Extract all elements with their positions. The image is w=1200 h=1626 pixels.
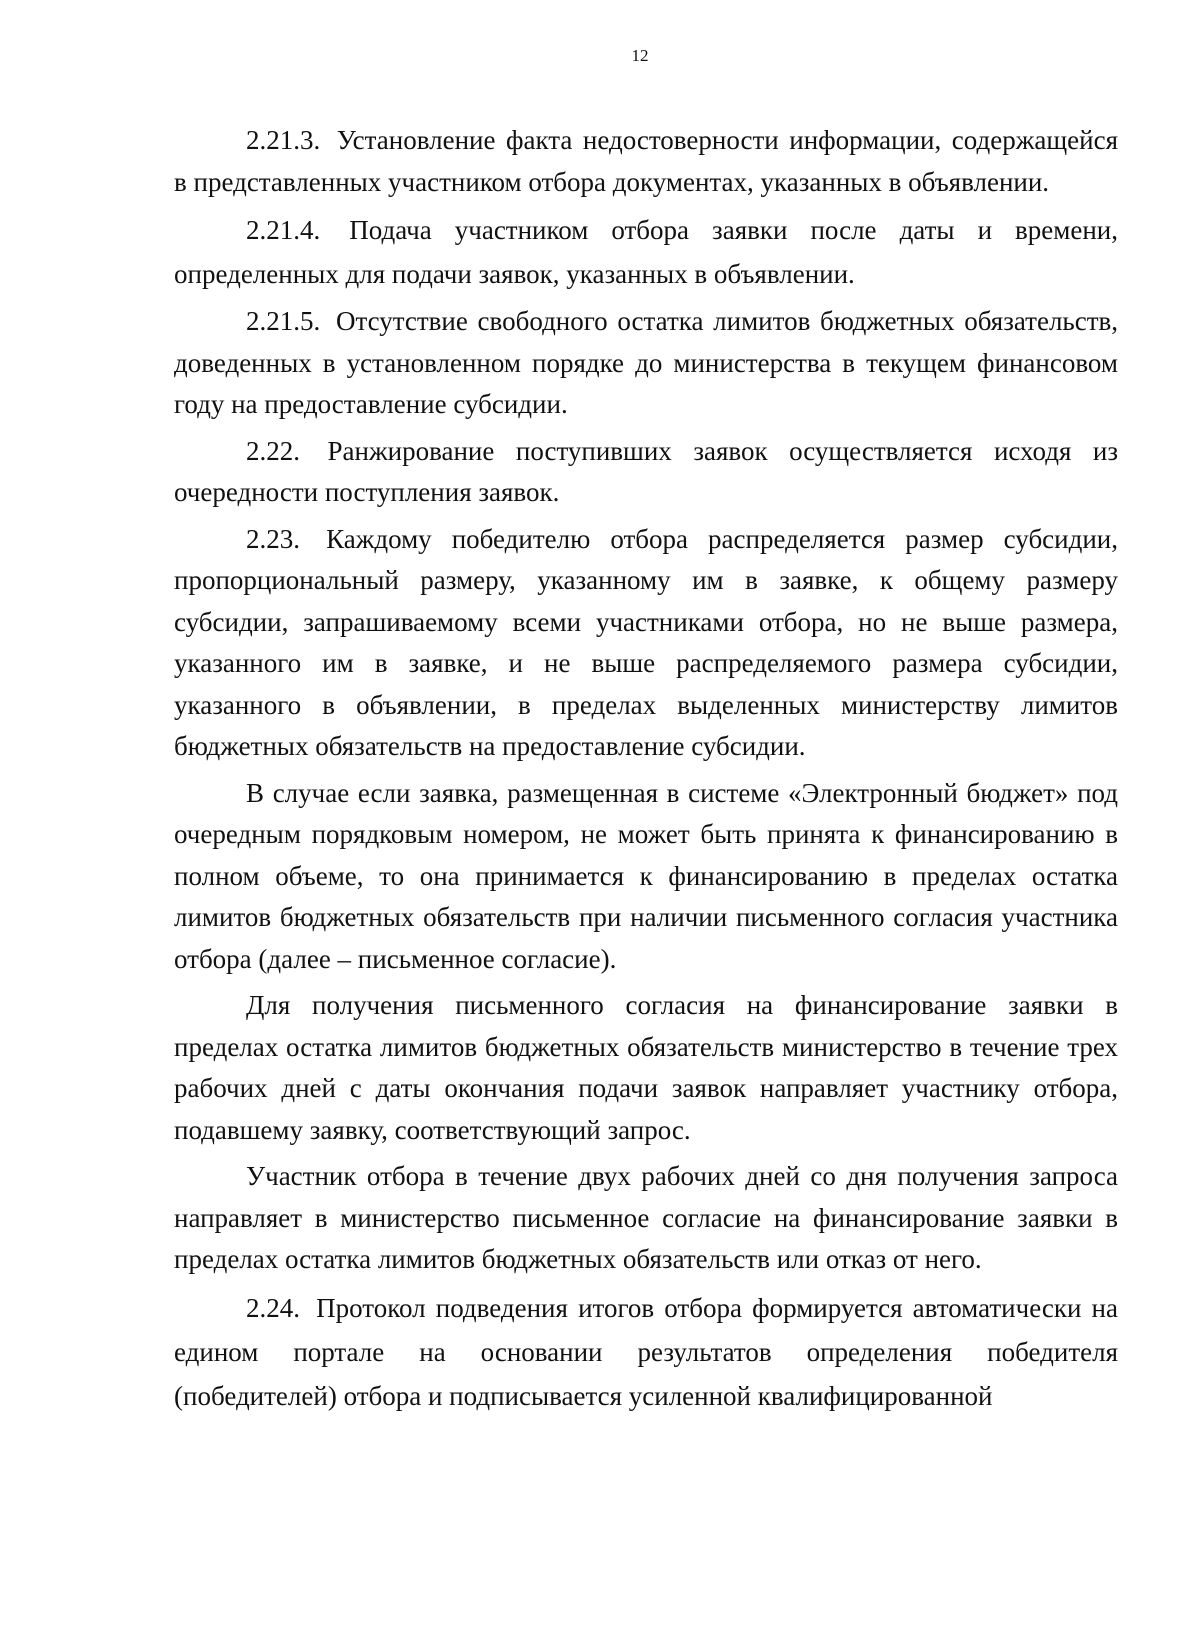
paragraph-written-consent-request <box>174 985 1118 1151</box>
paragraph-text: Подача участником отбора заявки после даты и времени, определенных для подачи заявок, указанных в объявлении. <box>174 215 1119 289</box>
paragraph-2-21-3 <box>174 120 1118 203</box>
paragraph-2-24 <box>174 1286 1118 1418</box>
paragraph-partial-funding <box>174 773 1118 981</box>
paragraph-text: Ранжирование поступивших заявок осуществляется исходя из очередности поступления заявок. <box>174 435 1119 507</box>
paragraph-participant-response <box>174 1156 1118 1281</box>
paragraph-text: Отсутствие свободного остатка лимитов бюджетных обязательств, доведенных в установленном порядке до министерства в текущем финансовом году на предоставление субсидии. <box>174 306 1119 419</box>
document-body <box>174 120 1118 1423</box>
paragraph-number: 2.21.5. <box>246 306 321 336</box>
paragraph-text: Для получения письменного согласия на финансирование заявки в пределах остатка лимитов бюджетных обязательств министерство в течение трех рабочих дней с даты окончания подачи заявок направляет участнику отбора, подавшему заявку, соответствующий запрос. <box>174 990 1118 1145</box>
paragraph-2-21-4 <box>174 208 1118 296</box>
paragraph-text: В случае если заявка, размещенная в системе «Электронный бюджет» под очередным порядковым номером, не может быть принята к финансированию в полном объеме, то она принимается к финансированию в пределах остатка лимитов бюджетных обязательств при наличии письменного согласия участника отбора (далее – письменное согласие). <box>174 777 1118 974</box>
paragraph-number: 2.23. <box>246 523 300 554</box>
paragraph-2-21-5 <box>174 301 1118 426</box>
paragraph-text: Установление факта недостоверности информации, содержащейся в представленных участником отбора документах, указанных в объявлении. <box>174 125 1118 197</box>
paragraph-number: 2.21.4. <box>246 215 321 245</box>
paragraph-2-23 <box>174 519 1118 768</box>
paragraph-number: 2.24. <box>246 1292 300 1323</box>
paragraph-text: Каждому победителю отбора распределяется размер субсидии, пропорциональный размеру, указанному им в заявке, к общему размеру субсидии, запрашиваемому всеми участниками отбора, но не выше размера, указанного им в заявке, и не выше распределяемого размера субсидии, указанного в объявлении, в пределах выделенных министерству лимитов бюджетных обязательств на предоставление субсидии. <box>174 523 1119 761</box>
paragraph-2-22 <box>174 431 1118 514</box>
paragraph-text: Протокол подведения итогов отбора формируется автоматически на едином портале на основании результатов определения победителя (победителей) отбора и подписывается усиленной квалифицированной <box>174 1292 1118 1411</box>
paragraph-text: Участник отбора в течение двух рабочих дней со дня получения запроса направляет в министерство письменное согласие на финансирование заявки в пределах остатка лимитов бюджетных обязательств или отказ от него. <box>174 1161 1118 1274</box>
paragraph-number: 2.22. <box>246 435 300 466</box>
paragraph-number: 2.21.3. <box>246 125 321 155</box>
page-number: 12 <box>631 46 649 65</box>
